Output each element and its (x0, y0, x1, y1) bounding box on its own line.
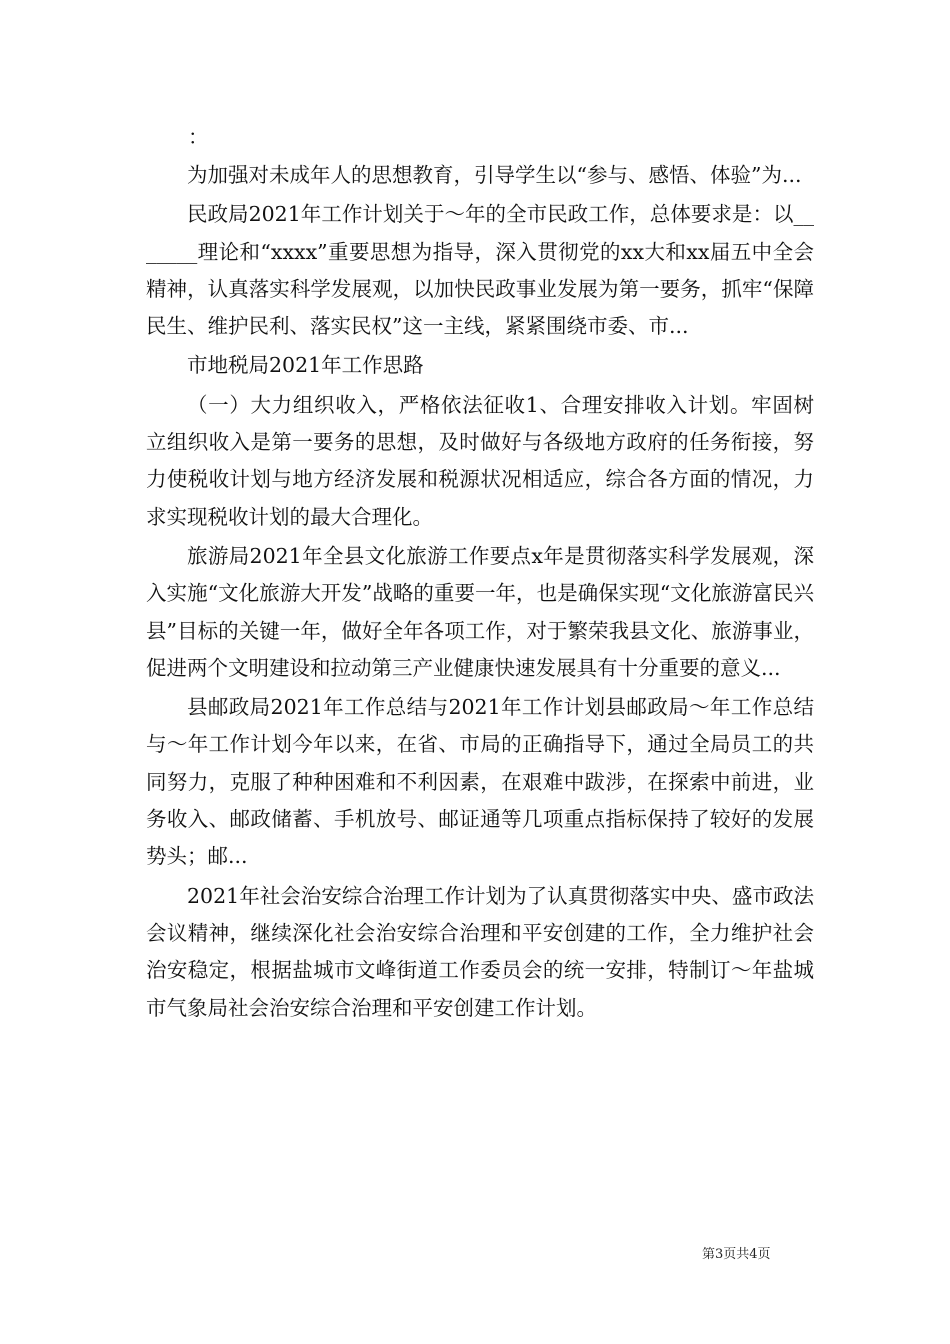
paragraph-tourism: 旅游局2021年全县文化旅游工作要点x年是贯彻落实科学发展观，深入实施“文化旅游大开发”战略的重要一年，也是确保实现“文化旅游富民兴县”目标的关键一年，做好全年各项工作，对于繁荣我县文化、旅游事业，促进两个文明建设和拉动第三产业健康快速发展具有十分重要的意义... (146, 543, 814, 680)
paragraph-tax-bureau-title: 市地税局2021年工作思路 (187, 353, 424, 378)
leading-colon: ： (188, 125, 209, 149)
paragraph-postal: 县邮政局2021年工作总结与2021年工作计划县邮政局～年工作总结与～年工作计划今年以来，在省、市局的正确指导下，通过全局员工的共同努力，克服了种种困难和不利因素，在艰难中跋涉，在探索中前进，业务收入、邮政储蓄、手机放号、邮证通等几项重点指标保持了较好的发展势头；邮... (146, 695, 814, 869)
paragraph-tax-revenue: （一）大力组织收入，严格依法征收1、合理安排收入计划。牢固树立组织收入是第一要务的思想，及时做好与各级地方政府的任务衔接，努力使税收计划与地方经济发展和税源状况相适应，综合各方面的情况，力求实现税收计划的最大合理化。 (146, 392, 814, 529)
document-body (146, 119, 814, 1027)
page-number: 第3页共4页 (702, 1247, 771, 1262)
paragraph-education: 为加强对未成年人的思想教育，引导学生以“参与、感悟、体验”为... (187, 163, 802, 187)
paragraph-civil-affairs: 民政局2021年工作计划关于～年的全市民政工作，总体要求是：以_______理论和“xxxx”重要思想为指导，深入贯彻党的xx大和xx届五中全会精神，认真落实科学发展观，以加快民政事业发展为第一要务，抓牢“保障民生、维护民利、落实民权”这一主线，紧紧围绕市委、市... (146, 202, 814, 339)
paragraph-public-security: 2021年社会治安综合治理工作计划为了认真贯彻落实中央、盛市政法会议精神，继续深化社会治安综合治理和平安创建的工作，全力维护社会治安稳定，根据盐城市文峰街道工作委员会的统一安排，特制订～年盐城市气象局社会治安综合治理和平安创建工作计划。 (146, 883, 814, 1020)
